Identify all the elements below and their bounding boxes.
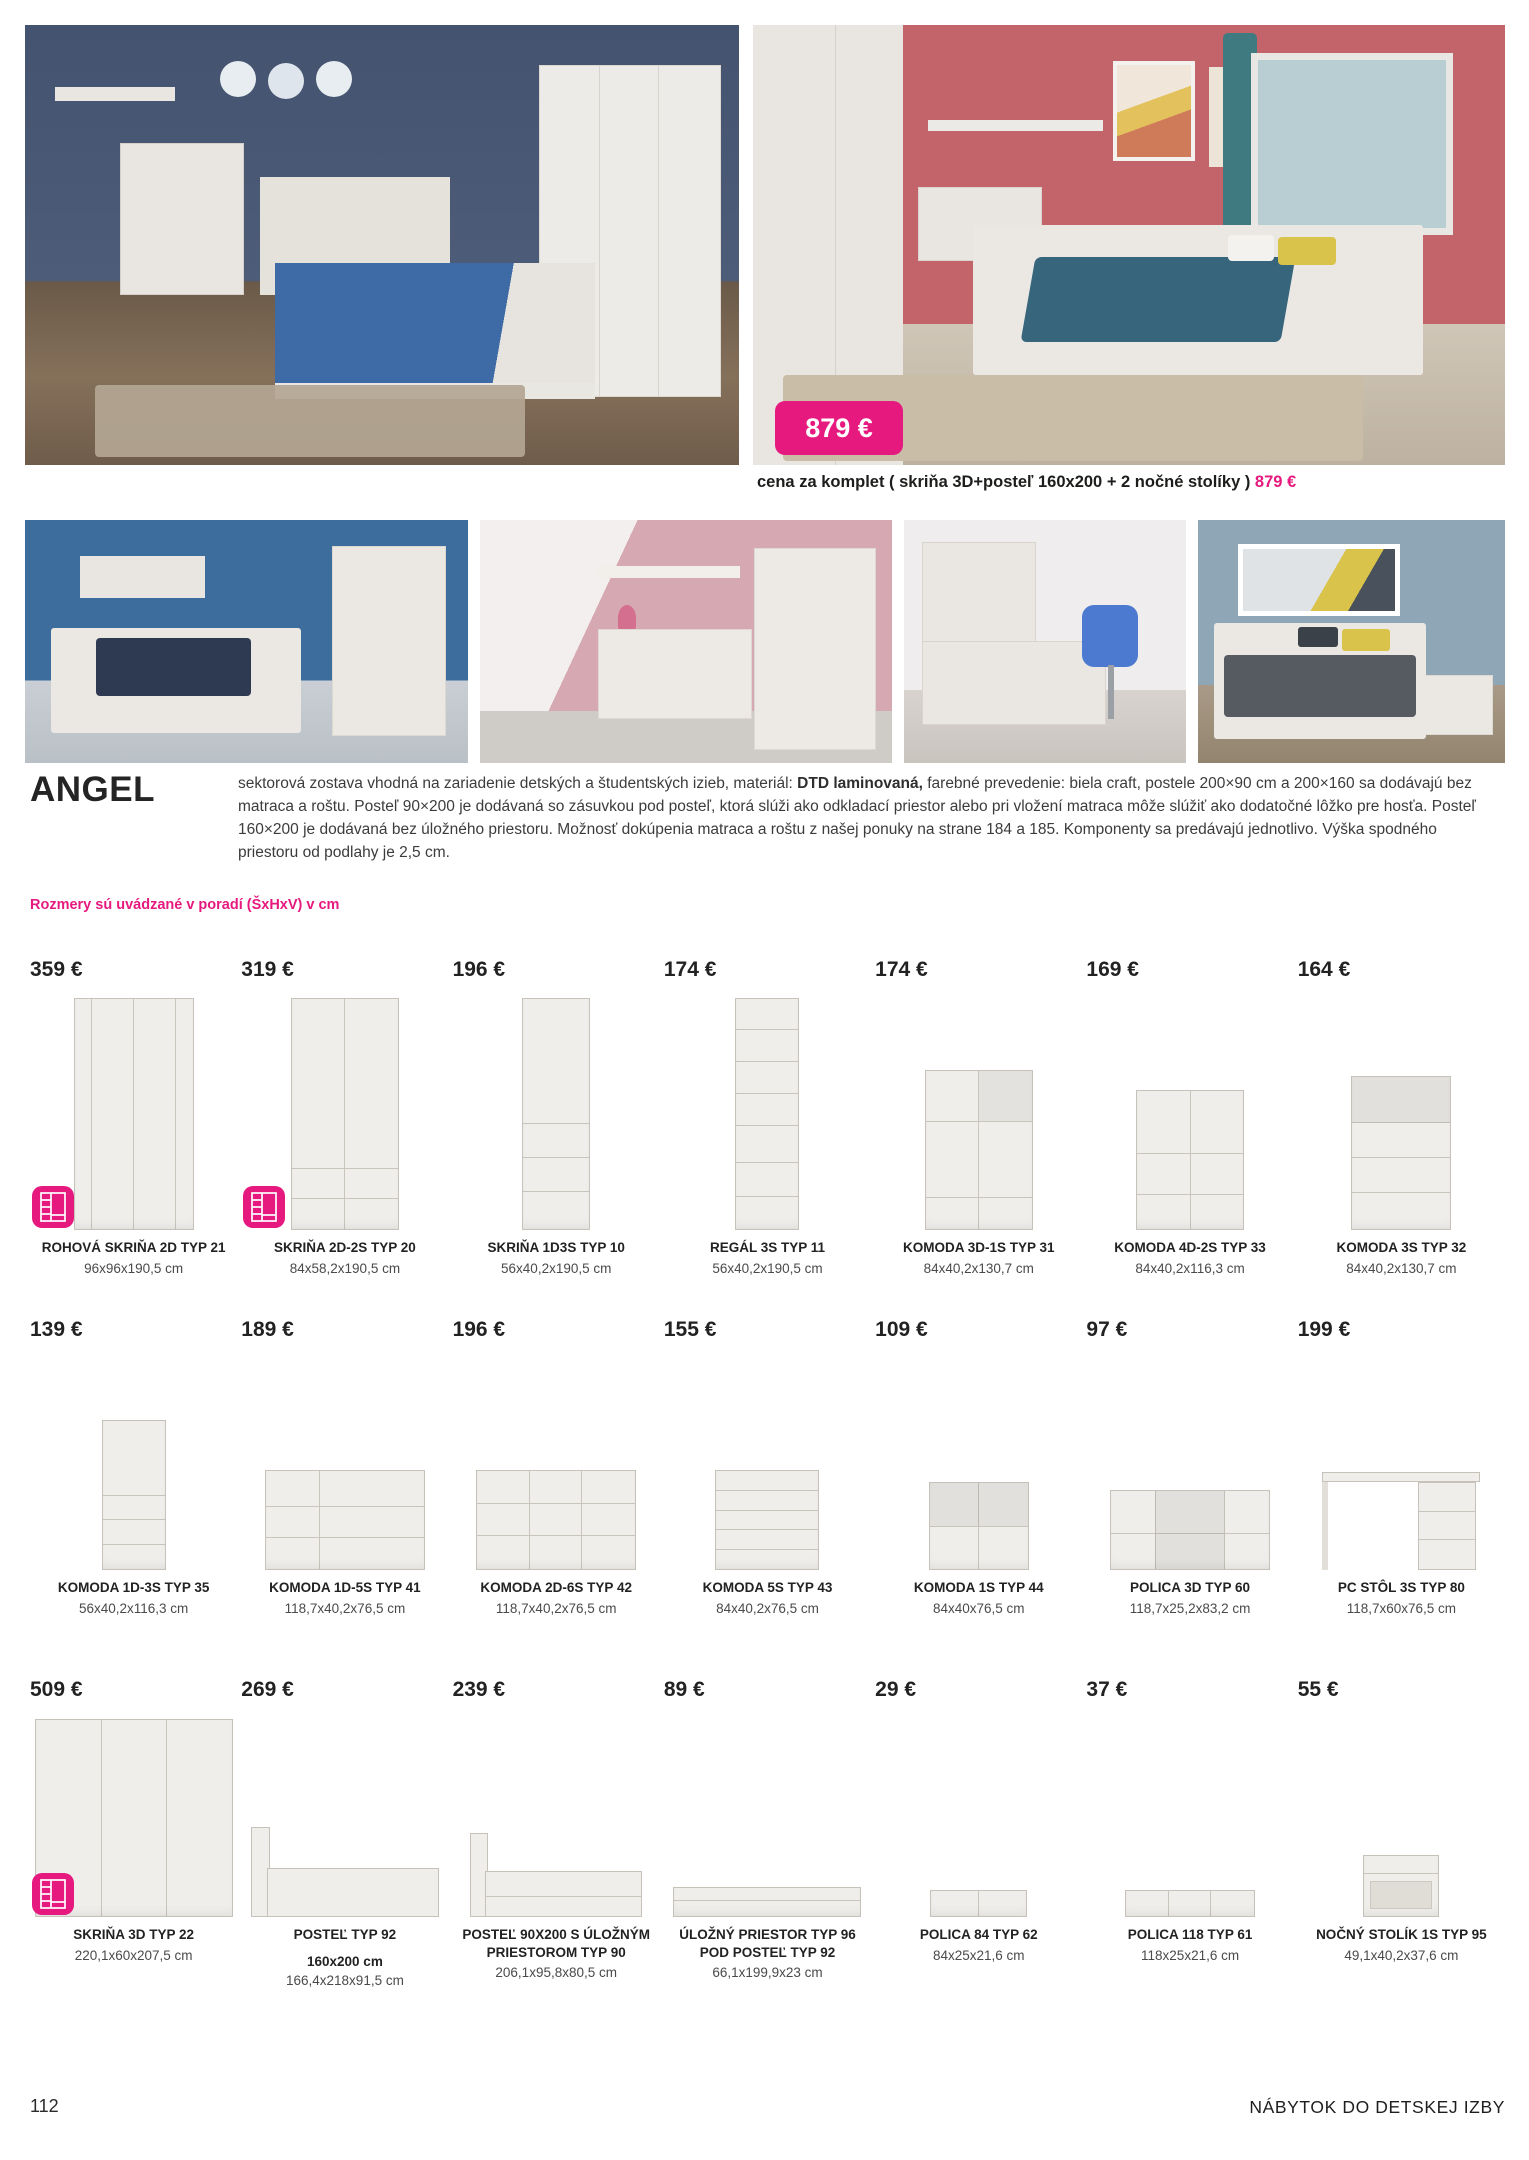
furniture-illustration	[1351, 1076, 1451, 1230]
furniture-illustration	[930, 1890, 1027, 1917]
product-illustration-area	[241, 990, 448, 1230]
product-price: 239 €	[452, 1678, 506, 1701]
product-row-2	[30, 1318, 1505, 1616]
product-card	[664, 1678, 871, 1988]
description-part-2: farebné prevedenie: biela craft, postele 200×90 cm a 200×160 sa dodávajú bez matraca a roštu. Posteľ 90×200 je dodávaná so zásuvkou pod posteľ, ktorá slúži ako odkladací priestor alebo pri vložení matraca môže slúžiť ako dodatočné lôžko pre hosťa. Posteľ 160×200 je dodávaná bez úložného priestoru. Možnosť dokúpenia matraca a roštu z našej ponuky na strane 184 a 185. Komponenty sa predávajú jednotlivo. Výška spodného priestoru od podlahy je 2,5 cm.	[238, 775, 1476, 861]
product-price: 169 €	[1086, 958, 1139, 981]
product-dimensions: 56x40,2x190,5 cm	[501, 1260, 612, 1276]
product-illustration-area	[241, 1710, 448, 1917]
product-name: POSTEĽ TYP 92	[293, 1927, 397, 1942]
collection-title: ANGEL	[30, 770, 155, 809]
bed-decor	[51, 628, 301, 733]
desk-decor	[598, 629, 752, 719]
product-row-3	[30, 1678, 1505, 1988]
product-price: 55 €	[1297, 1678, 1339, 1701]
product-card	[241, 1678, 448, 1988]
product-price: 196 €	[452, 1318, 506, 1341]
product-name: KOMODA 2D-6S TYP 42	[480, 1580, 632, 1595]
product-card	[453, 1678, 660, 1988]
product-card	[453, 958, 660, 1276]
furniture-illustration	[251, 1827, 439, 1917]
product-dimensions: 49,1x40,2x37,6 cm	[1344, 1947, 1459, 1963]
product-name: POLICA 3D TYP 60	[1130, 1580, 1251, 1595]
product-illustration-area	[1298, 1350, 1505, 1570]
collection-description	[238, 773, 1500, 865]
product-price: 155 €	[663, 1318, 717, 1341]
product-illustration-area	[1086, 1710, 1293, 1917]
product-illustration-area	[453, 1710, 660, 1917]
chair-leg-decor	[1108, 665, 1114, 719]
page-number: 112	[30, 2096, 59, 2116]
dimensions-note: Rozmery sú uvádzané v poradí (ŠxHxV) v cm	[30, 897, 340, 913]
product-card	[1086, 958, 1293, 1276]
product-illustration-area	[30, 1710, 237, 1917]
hero-photos-row-2	[25, 520, 1505, 763]
wardrobe-decor	[754, 548, 876, 750]
product-price: 319 €	[241, 958, 294, 981]
product-illustration-area	[875, 990, 1082, 1230]
product-dimensions: 220,1x60x207,5 cm	[74, 1947, 193, 1963]
product-name: KOMODA 3D-1S TYP 31	[903, 1240, 1055, 1255]
furniture-illustration	[673, 1887, 861, 1917]
product-card	[241, 1318, 448, 1616]
product-name: KOMODA 1D-5S TYP 41	[269, 1580, 421, 1595]
product-price: 139 €	[30, 1318, 83, 1341]
lamp-decor	[618, 605, 636, 631]
wall-shelf-decor	[55, 87, 175, 101]
product-illustration-area	[664, 990, 871, 1230]
product-name: SKRIŇA 2D-2S TYP 20	[274, 1240, 416, 1255]
product-price: 109 €	[875, 1318, 928, 1341]
product-dimensions: 118,7x40,2x76,5 cm	[495, 1600, 617, 1616]
product-dimensions: 84x40,2x130,7 cm	[1346, 1260, 1457, 1276]
product-dimensions: 84x40,2x116,3 cm	[1135, 1260, 1245, 1276]
furniture-illustration	[522, 998, 590, 1230]
pillow-decor	[1228, 235, 1274, 261]
product-price: 29 €	[875, 1678, 917, 1701]
rug-decor	[95, 385, 525, 457]
product-card	[453, 1318, 660, 1616]
product-illustration-area	[1298, 990, 1505, 1230]
product-illustration-area	[453, 1350, 660, 1570]
product-card	[875, 958, 1082, 1276]
price-tag: 879 €	[775, 401, 903, 455]
room-photo-blue-bedroom	[25, 520, 468, 763]
product-dimensions: 166,4x218x91,5 cm	[286, 1972, 404, 1988]
product-card	[875, 1678, 1082, 1988]
product-illustration-area	[875, 1350, 1082, 1570]
product-name: KOMODA 1S TYP 44	[913, 1580, 1044, 1595]
hero-photos-row-1	[25, 25, 1505, 465]
product-card	[241, 958, 448, 1276]
hero-caption-text: cena za komplet ( skriňa 3D+posteľ 160x200 + 2 nočné stolíky )	[757, 473, 1255, 491]
wardrobe-layout-icon	[32, 1186, 74, 1228]
product-price: 89 €	[663, 1678, 705, 1701]
product-price: 174 €	[663, 958, 717, 981]
pillow-decor	[1298, 627, 1338, 647]
product-card	[664, 958, 871, 1276]
product-name: POSTEĽ 90X200 S ÚLOŽNÝM PRIESTOROM TYP 90	[462, 1927, 650, 1960]
product-illustration-area	[664, 1350, 871, 1570]
product-illustration-area	[30, 1350, 237, 1570]
description-part-1: sektorová zostava vhodná na zariadenie detských a študentských izieb, materiál:	[238, 775, 798, 792]
product-price: 164 €	[1297, 958, 1351, 981]
product-card	[30, 1678, 237, 1988]
product-name: NOČNÝ STOLÍK 1S TYP 95	[1316, 1927, 1487, 1942]
product-card	[30, 958, 237, 1276]
furniture-illustration	[1136, 1090, 1244, 1230]
product-card	[875, 1318, 1082, 1616]
pillow-decor	[1278, 237, 1336, 265]
furniture-illustration	[925, 1070, 1033, 1230]
bed-decor	[275, 263, 595, 399]
furniture-illustration	[1110, 1490, 1270, 1570]
furniture-illustration	[1322, 1472, 1480, 1570]
product-dimensions: 84x25x21,6 cm	[933, 1947, 1025, 1963]
product-price: 509 €	[30, 1678, 83, 1701]
product-dimensions: 66,1x199,9x23 cm	[712, 1965, 823, 1981]
product-dimensions: 118,7x25,2x83,2 cm	[1129, 1600, 1251, 1616]
wall-shelf-decor	[928, 120, 1103, 131]
product-illustration-area	[453, 990, 660, 1230]
wardrobe-layout-icon	[32, 1873, 74, 1915]
cabinet-decor	[120, 143, 244, 295]
product-name: ÚLOŽNÝ PRIESTOR TYP 96 POD POSTEĽ TYP 92	[679, 1927, 856, 1960]
hero-caption	[757, 473, 1296, 492]
product-dimensions: 84x40x76,5 cm	[933, 1600, 1025, 1616]
nightstand-decor	[1425, 675, 1493, 735]
product-dimensions: 118x25x21,6 cm	[1141, 1947, 1240, 1963]
product-dimensions: 96x96x190,5 cm	[84, 1260, 184, 1276]
wardrobe-layout-icon	[243, 1186, 285, 1228]
wall-shelf-decor	[598, 566, 740, 578]
product-illustration-area	[875, 1710, 1082, 1917]
description-material: DTD laminovaná,	[797, 775, 923, 792]
product-illustration-area	[1086, 990, 1293, 1230]
product-name: REGÁL 3S TYP 11	[709, 1240, 826, 1255]
product-price: 189 €	[241, 1318, 294, 1341]
product-illustration-area	[30, 990, 237, 1230]
wall-art-decor	[1238, 544, 1400, 616]
room-photo-grey-bedroom	[1198, 520, 1505, 763]
pillow-decor	[1342, 629, 1390, 651]
product-price: 269 €	[241, 1678, 294, 1701]
product-price: 174 €	[875, 958, 928, 981]
blanket-decor	[1021, 257, 1296, 342]
room-photo-pink-bedroom	[753, 25, 1505, 465]
room-photo-attic-room	[480, 520, 892, 763]
bed-decor	[1214, 623, 1426, 739]
wall-shelf-decor	[80, 556, 205, 598]
product-name: KOMODA 5S TYP 43	[702, 1580, 833, 1595]
furniture-illustration	[715, 1470, 819, 1570]
blanket-decor	[1224, 655, 1416, 717]
product-dimensions: 84x58,2x190,5 cm	[289, 1260, 401, 1276]
product-card	[1086, 1678, 1293, 1988]
blanket-decor	[96, 638, 251, 696]
product-card	[1298, 958, 1505, 1276]
furniture-illustration	[1125, 1890, 1255, 1917]
product-illustration-area	[1086, 1350, 1293, 1570]
product-dimensions: 84x40,2x76,5 cm	[716, 1600, 819, 1616]
furniture-illustration	[735, 998, 799, 1230]
wardrobe-decor	[332, 546, 446, 736]
wall-art-decor	[1113, 61, 1195, 161]
product-price: 97 €	[1086, 1318, 1128, 1341]
product-name: KOMODA 4D-2S TYP 33	[1114, 1240, 1266, 1255]
product-illustration-area	[664, 1710, 871, 1917]
product-illustration-area	[1298, 1710, 1505, 1917]
product-name: SKRIŇA 1D3S TYP 10	[487, 1240, 625, 1255]
product-card	[1298, 1318, 1505, 1616]
product-card	[30, 1318, 237, 1616]
product-dimensions: 56x40,2x190,5 cm	[712, 1260, 823, 1276]
product-dimensions: 118,7x40,2x76,5 cm	[284, 1600, 406, 1616]
product-dimensions: 84x40,2x130,7 cm	[923, 1260, 1034, 1276]
bed-decor	[973, 225, 1423, 375]
product-illustration-area	[241, 1350, 448, 1570]
product-name: SKRIŇA 3D TYP 22	[73, 1927, 195, 1942]
furniture-illustration	[1363, 1855, 1439, 1917]
desk-decor	[922, 641, 1106, 725]
product-price: 359 €	[30, 958, 83, 981]
product-price: 37 €	[1086, 1678, 1128, 1701]
product-name: POLICA 84 TYP 62	[919, 1927, 1038, 1942]
furniture-illustration	[476, 1470, 636, 1570]
furniture-illustration	[929, 1482, 1029, 1570]
product-card	[1086, 1318, 1293, 1616]
product-variant: 160x200 cm	[307, 1953, 383, 1969]
furniture-illustration	[265, 1470, 425, 1570]
product-row-1	[30, 958, 1505, 1276]
product-card	[1298, 1678, 1505, 1988]
product-price: 196 €	[452, 958, 506, 981]
section-title: NÁBYTOK DO DETSKEJ IZBY	[1249, 2097, 1505, 2117]
product-dimensions: 56x40,2x116,3 cm	[78, 1600, 189, 1616]
product-name: POLICA 118 TYP 61	[1127, 1927, 1253, 1942]
furniture-illustration	[291, 998, 399, 1230]
product-dimensions: 118,7x60x76,5 cm	[1346, 1600, 1457, 1616]
room-photo-study-corner	[904, 520, 1186, 763]
product-price: 199 €	[1297, 1318, 1351, 1341]
product-name: ROHOVÁ SKRIŇA 2D TYP 21	[41, 1240, 226, 1255]
furniture-illustration	[102, 1420, 166, 1570]
product-name: KOMODA 1D-3S TYP 35	[57, 1580, 210, 1595]
product-name: KOMODA 3S TYP 32	[1336, 1240, 1467, 1255]
furniture-illustration	[74, 998, 194, 1230]
wall-clocks-decor	[220, 61, 256, 97]
hero-caption-price: 879 €	[1254, 473, 1297, 491]
window-decor	[1251, 53, 1453, 235]
product-card	[664, 1318, 871, 1616]
product-dimensions: 206,1x95,8x80,5 cm	[495, 1965, 617, 1981]
chair-decor	[1082, 605, 1138, 667]
product-name: PC STÔL 3S TYP 80	[1337, 1580, 1465, 1595]
room-photo-boys-bedroom	[25, 25, 739, 465]
furniture-illustration	[470, 1833, 642, 1917]
